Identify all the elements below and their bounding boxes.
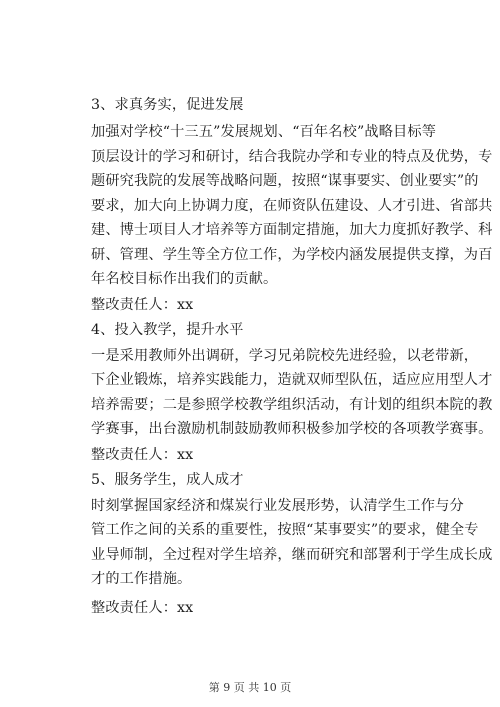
paragraph-line: 加强对学校“十三五”发展规划、“百年名校”战略目标等	[91, 124, 437, 140]
paragraph-line: 学赛事，出台激励机制鼓励教师积极参加学校的各项教学赛事。	[91, 421, 493, 437]
paragraph-line: 要求，加大向上协调力度，在师资队伍建设、人才引进、省部共	[91, 198, 493, 214]
responsible-person: 整改责任人：xx	[91, 297, 194, 313]
paragraph-line: 管工作之间的关系的重要性，按照“某事要实”的要求，健全专	[91, 522, 479, 538]
section-heading: 4、投入教学，提升水平	[91, 322, 244, 338]
responsible-person: 整改责任人：xx	[91, 600, 194, 616]
page-footer: 第 9 页 共 10 页	[208, 681, 292, 694]
section-heading: 5、服务学生，成人成才	[91, 472, 244, 488]
paragraph-line: 业导师制，全过程对学生培养，继而研究和部署利于学生成长成	[91, 547, 493, 563]
paragraph-line: 建、博士项目人才培养等方面制定措施，加大力度抓好教学、科	[91, 222, 493, 238]
responsible-person: 整改责任人：xx	[91, 447, 194, 463]
paragraph-line: 才的工作措施。	[91, 571, 192, 587]
paragraph-line: 年名校目标作出我们的贡献。	[91, 271, 278, 287]
paragraph-line: 时刻掌握国家经济和煤炭行业发展形势，认清学生工作与分	[91, 498, 464, 514]
paragraph-line: 题研究我院的发展等战略问题，按照“谋事要实、创业要实”的	[91, 173, 479, 189]
paragraph-line: 顶层设计的学习和研讨，结合我院办学和专业的特点及优势，专	[91, 149, 493, 165]
paragraph-line: 下企业锻炼，培养实践能力，造就双师型队伍，适应应用型人才	[91, 372, 493, 388]
paragraph-line: 培养需要；二是参照学校教学组织活动，有计划的组织本院的教	[91, 397, 493, 413]
paragraph-line: 一是采用教师外出调研，学习兄弟院校先进经验，以老带新，	[91, 348, 479, 364]
section-heading: 3、求真务实，促进发展	[91, 97, 244, 113]
paragraph-line: 研、管理、学生等全方位工作，为学校内涵发展提供支撑，为百	[91, 247, 493, 263]
